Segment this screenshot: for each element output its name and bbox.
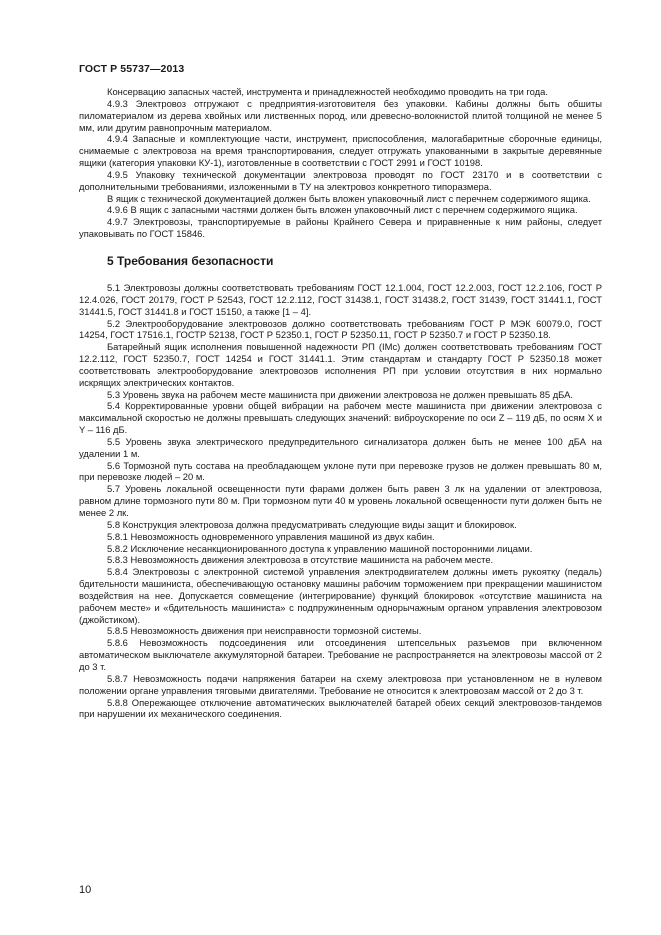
paragraph: 5.1 Электровозы должны соответствовать требованиям ГОСТ 12.1.004, ГОСТ 12.2.003, ГОСТ 12.2.106, ГОСТ Р 12.4.026, ГОСТ 20179, ГОСТ Р 52543, ГОСТ 12.2.112, ГОСТ 31438.1, ГОСТ 31438.2, ГОСТ 31439, ГОСТ 31441.1, ГОСТ 31441.5, ГОСТ 31441.8 и ГОСТ 15150, а также [1 – 4]. (79, 281, 602, 317)
page-number: 10 (79, 884, 92, 896)
paragraph: 5.6 Тормозной путь состава на преобладающем уклоне пути при перевозке грузов не должен превышать 80 м, при перевозке людей – 20 м. (79, 459, 602, 483)
paragraph: 5.8.5 Невозможность движения при неисправности тормозной системы. (107, 625, 422, 637)
section-heading: 5 Требования безопасности (107, 253, 274, 268)
document-body (79, 86, 602, 720)
paragraph: В ящик с технической документацией должен быть вложен упаковочный лист с перечнем содержимого ящика. (107, 192, 591, 204)
paragraph: 5.8.8 Опережающее отключение автоматических выключателей батарей обеих секций электровозов-тандемов при нарушении их механического соединения. (79, 696, 602, 720)
paragraph: 5.4 Корректированные уровни общей вибрации на рабочем месте машиниста при движении электровоза с максимальной скоростью не должны превышать следующих значений: виброускорение по оси Z – 119 дБ, по осям X и Y – 116 дБ. (79, 400, 602, 436)
paragraph: 5.8.1 Невозможность одновременного управления машиной из двух кабин. (107, 530, 435, 542)
paragraph: 5.3 Уровень звука на рабочем месте машиниста при движении электровоза не должен превышать 85 дБА. (107, 388, 573, 400)
paragraph: 5.7 Уровень локальной освещенности пути фарами должен быть равен 3 лк на удалении от электровоза, равном длине тормозного пути 80 м. При тормозном пути 40 м уровень локальной освещенности пути должен быть не менее 2 лк. (79, 483, 602, 518)
paragraph: 5.8.4 Электровозы с электронной системой управления электродвигателем должны иметь рукоятку (педаль) бдительности машиниста, обеспечивающую остановку машины рабочим торможением при прекращении машинистом воздействия на нее. Допускается совмещение (интегрирование) функций блокировок «отсутствие машиниста на рабочем месте» и «бдительность машиниста» с подпружиненным однорычажным органом управления электровозом (джойстиком). (79, 566, 602, 625)
paragraph: 5.8.6 Невозможность подсоединения или отсоединения штепсельных разъемов при включенном автоматическом выключателе аккумуляторной батареи. Требование не распространяется на электровозы массой от 2 до 3 т. (79, 637, 602, 672)
paragraph: 4.9.6 В ящик с запасными частями должен быть вложен упаковочный лист с перечнем содержимого ящика. (107, 204, 578, 216)
paragraph: 5.8.3 Невозможность движения электровоза в отсутствие машиниста на рабочем месте. (107, 554, 494, 566)
paragraph: 4.9.7 Электровозы, транспортируемые в районы Крайнего Севера и приравненные к ним районы, следует упаковывать по ГОСТ 15846. (79, 216, 602, 240)
paragraph: Консервацию запасных частей, инструмента и принадлежностей необходимо проводить на три года. (107, 86, 548, 97)
paragraph: Батарейный ящик исполнения повышенной надежности РП (IMc) должен соответствовать требованиям ГОСТ 12.2.112, ГОСТ 52350.7, ГОСТ 14254 и ГОСТ 31441.1. Этим стандартам и стандарту ГОСТ Р 52350.18 может соответствовать электрооборудование электровозов исполнения РП при условии отсутствия в них нормально искрящих электрических контактов. (79, 341, 602, 388)
paragraph: 5.5 Уровень звука электрического предупредительного сигнализатора должен быть не менее 100 дБА на удалении 1 м. (79, 435, 602, 459)
paragraph: 5.8.7 Невозможность подачи напряжения батареи на схему электровоза при установленном не в нулевом положении органе управления тяговыми двигателями. Требование не относится к электровозам массой от 2 до 3 т. (79, 672, 602, 696)
document-header: ГОСТ Р 55737—2013 (79, 63, 185, 75)
paragraph: 5.2 Электрооборудование электровозов должно соответствовать требованиям ГОСТ Р МЭК 60079.0, ГОСТ 14254, ГОСТ 17516.1, ГОСТР 52138, ГОСТ Р 52350.1, ГОСТ Р 52350.11, ГОСТ Р 52350.7 и ГОСТ Р 52350.18. (79, 317, 602, 341)
paragraph: 5.8 Конструкция электровоза должна предусматривать следующие виды защит и блокировок. (107, 518, 517, 530)
paragraph: 4.9.5 Упаковку технической документации электровоза проводят по ГОСТ 23170 и в соответствии с дополнительными требованиями, изложенными в ТУ на электровоз конкретного типоразмера. (79, 168, 602, 192)
paragraph: 4.9.3 Электровоз отгружают с предприятия-изготовителя без упаковки. Кабины должны быть обшиты пиломатериалом из дерева хвойных или лиственных пород, или древесно-волокнистой плитой толщиной не менее 5 мм, или другим равнопрочным материалом. (79, 97, 602, 133)
paragraph: 4.9.4 Запасные и комплектующие части, инструмент, приспособления, малогабаритные сборочные единицы, снимаемые с электровоза на время транспортирования, следует отгружать упакованными в закрытые деревянные ящики (категория упаковки КУ-1), изготовленные в соответствии с ГОСТ 2991 и ГОСТ 10198. (79, 133, 602, 169)
paragraph: 5.8.2 Исключение несанкционированного доступа к управлению машиной посторонними лицами. (107, 542, 533, 554)
